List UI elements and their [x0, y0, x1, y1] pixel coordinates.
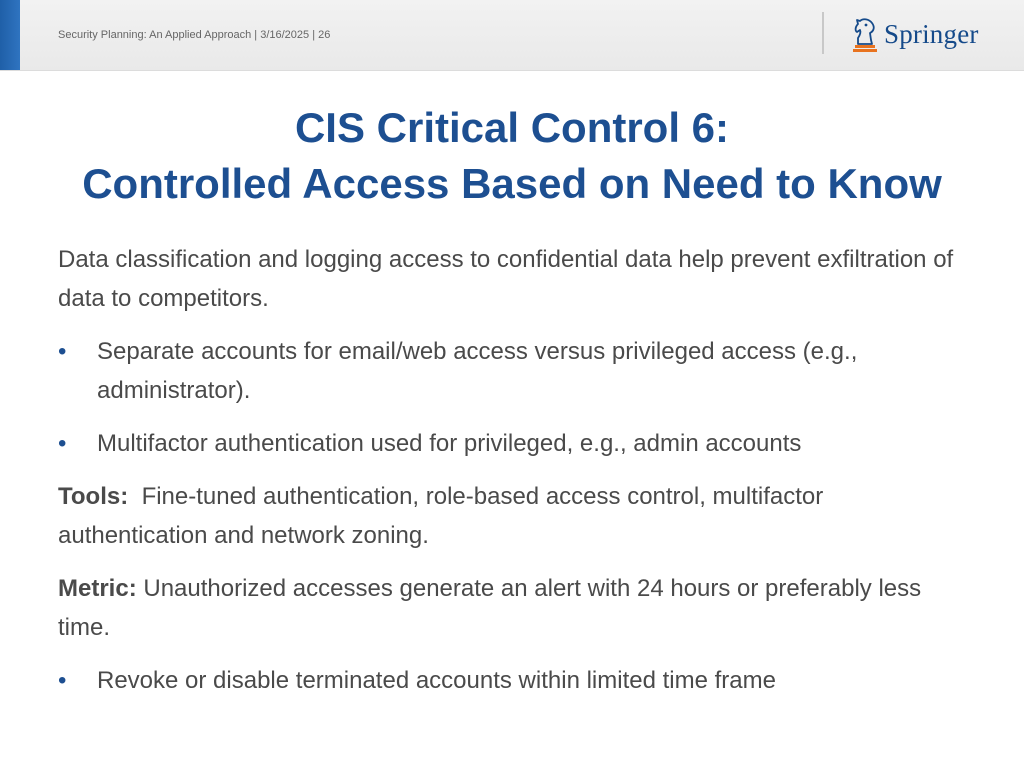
- chess-knight-icon: [850, 16, 880, 52]
- tools-text: Fine-tuned authentication, role-based access control, multifactor authentication and network zoning.: [58, 483, 824, 549]
- bullet-glyph: •: [58, 430, 67, 457]
- title-line-2: Controlled Access Based on Need to Know: [82, 160, 942, 207]
- bullet-text: Multifactor authentication used for privileged, e.g., admin accounts: [97, 430, 802, 457]
- metric-label: Metric:: [58, 575, 137, 602]
- intro-paragraph: Data classification and logging access to confidential data help prevent exfiltration of data to competitors.: [58, 246, 954, 312]
- tools-paragraph: [58, 477, 958, 555]
- bullet-glyph: •: [58, 667, 67, 694]
- accent-strip: [0, 0, 20, 70]
- header-bar: [0, 0, 1024, 71]
- metric-paragraph: [58, 569, 958, 647]
- bullet-item: [58, 424, 958, 463]
- slide-title: [0, 100, 1024, 212]
- bullet-item: [58, 661, 958, 700]
- springer-logo: [850, 14, 979, 54]
- title-line-1: CIS Critical Control 6:: [294, 104, 730, 151]
- logo-text: Springer: [884, 18, 979, 49]
- bullet-text: Revoke or disable terminated accounts within limited time frame: [97, 667, 776, 694]
- tools-label: Tools:: [58, 483, 129, 510]
- footer-text: Security Planning: An Applied Approach | 3/16/2025 | 26: [58, 29, 331, 41]
- metric-text: Unauthorized accesses generate an alert with 24 hours or preferably less time.: [58, 575, 922, 641]
- bullet-glyph: •: [58, 338, 67, 365]
- bullet-text: Separate accounts for email/web access versus privileged access (e.g., administrator).: [97, 338, 858, 404]
- bullet-item: [58, 332, 958, 410]
- slide-content: [58, 240, 958, 714]
- logo-divider: [822, 12, 824, 54]
